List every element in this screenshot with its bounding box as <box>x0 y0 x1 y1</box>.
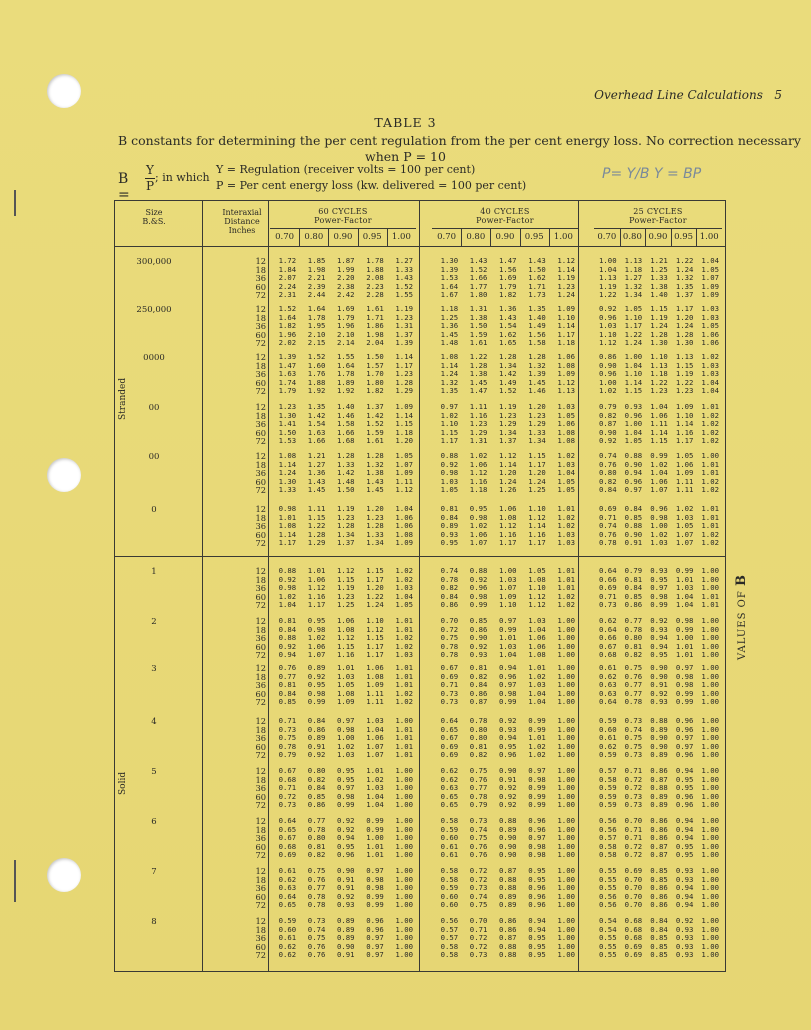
value-column: 0.96 0.96 0.97 0.97 0.96 <box>675 716 694 760</box>
value-column: 1.01 1.01 1.01 1.02 1.02 <box>395 663 413 707</box>
value-column: 0.77 0.78 0.80 0.81 0.82 <box>624 616 643 660</box>
value-column: 0.81 0.84 0.89 0.93 0.95 <box>440 504 459 548</box>
value-column: 0.74 0.78 0.82 0.84 0.86 <box>440 566 459 610</box>
value-column: 0.92 0.92 0.94 0.95 0.96 <box>337 816 355 860</box>
grid-line <box>358 228 359 246</box>
value-column: 1.21 1.27 1.36 1.43 1.45 <box>307 451 326 495</box>
value-column: 1.00 1.00 1.00 1.01 1.01 <box>701 566 719 610</box>
grid-line <box>696 228 697 246</box>
value-column: 1.22 1.24 1.32 1.35 1.37 <box>675 256 694 300</box>
value-column: 1.00 1.00 1.00 1.00 1.00 <box>557 816 575 860</box>
value-column: 1.03 1.03 1.05 1.06 1.06 <box>701 304 719 348</box>
value-column: 1.39 1.47 1.63 1.74 1.79 <box>278 352 297 396</box>
distance-values: 12 18 36 60 72 <box>255 866 266 911</box>
distance-values: 12 18 36 60 72 <box>255 766 266 811</box>
value-column: 1.17 1.20 1.24 1.28 1.30 <box>675 304 694 348</box>
distance-values: 12 18 36 60 72 <box>255 352 266 397</box>
value-column: 0.78 0.80 0.80 0.81 0.82 <box>469 716 488 760</box>
value-column: 1.01 1.02 1.02 1.03 1.03 <box>557 504 575 548</box>
value-column: 1.05 1.06 1.09 1.11 1.11 <box>675 451 694 495</box>
value-column: 0.96 0.96 0.97 0.98 0.98 <box>528 816 546 860</box>
value-column: 1.19 1.23 1.28 1.34 1.37 <box>337 504 355 548</box>
value-column: 1.35 1.42 1.54 1.63 1.66 <box>307 402 326 446</box>
value-column: 0.97 0.99 1.01 1.03 1.04 <box>499 616 517 660</box>
value-column: 1.18 1.25 1.36 1.45 1.48 <box>440 304 459 348</box>
grid-line <box>620 228 621 246</box>
value-column: 1.19 1.23 1.31 1.37 1.39 <box>395 304 413 348</box>
value-column: 0.87 0.88 0.88 0.89 0.89 <box>499 866 517 910</box>
value-column: 0.56 0.57 0.57 0.58 0.58 <box>440 916 459 960</box>
value-column: 1.37 1.42 1.52 1.59 1.61 <box>366 402 384 446</box>
value-column: 0.99 0.99 1.01 1.02 1.02 <box>528 716 546 760</box>
value-column: 1.69 1.79 1.96 2.10 2.14 <box>337 304 355 348</box>
value-column: 1.61 1.71 1.86 1.98 2.04 <box>366 304 384 348</box>
distance-values: 12 18 36 60 72 <box>255 916 266 961</box>
value-column: 0.94 0.96 0.97 0.98 0.99 <box>499 663 517 707</box>
value-column: 1.10 1.12 1.15 1.17 1.17 <box>366 616 384 660</box>
punch-hole <box>47 74 81 108</box>
value-column: 0.64 0.65 0.67 0.68 0.69 <box>278 816 297 860</box>
value-column: 1.00 1.00 1.00 1.00 1.00 <box>557 916 575 960</box>
value-column: 1.87 1.99 2.20 2.38 2.42 <box>337 256 355 300</box>
value-column: 0.69 0.71 0.74 0.76 0.78 <box>599 504 617 548</box>
value-column: 0.92 0.93 0.94 0.94 0.95 <box>650 616 668 660</box>
value-column: 1.11 1.15 1.22 1.28 1.29 <box>307 504 326 548</box>
value-column: 0.73 0.74 0.75 0.75 0.73 <box>624 716 643 760</box>
power-factor-header: 0.90 <box>333 232 353 242</box>
power-factor-header: 1.00 <box>699 232 719 242</box>
value-column: 0.95 0.98 1.02 1.06 1.07 <box>307 616 326 660</box>
value-column: 1.00 1.00 1.00 1.00 1.00 <box>557 766 575 810</box>
value-column: 1.02 1.03 1.04 1.05 1.05 <box>557 451 575 495</box>
value-column: 1.28 1.34 1.42 1.49 1.52 <box>499 352 517 396</box>
value-column: 0.94 0.94 0.94 0.95 0.95 <box>675 816 694 860</box>
running-header: Overhead Line Calculations 5 <box>594 88 782 102</box>
value-column: 1.00 1.00 1.00 1.00 1.00 <box>701 916 719 960</box>
table-caption-condition: when P = 10 <box>365 149 446 164</box>
power-factor-header: 0.90 <box>648 232 668 242</box>
value-column: 0.62 0.62 0.63 0.65 0.65 <box>440 766 459 810</box>
value-column: 0.89 0.89 0.89 0.90 0.91 <box>337 916 355 960</box>
value-column: 0.74 0.76 0.80 0.82 0.84 <box>599 451 617 495</box>
value-column: 1.06 1.08 1.12 1.16 1.17 <box>499 504 517 548</box>
value-column: 0.88 0.89 0.90 0.90 0.89 <box>650 716 668 760</box>
value-column: 0.70 0.71 0.72 0.72 0.73 <box>469 916 488 960</box>
value-column: 0.90 0.90 0.91 0.92 0.93 <box>650 663 668 707</box>
wire-size-label: 0 <box>151 505 157 515</box>
value-column: 0.59 0.60 0.61 0.62 0.59 <box>599 716 617 760</box>
distance-values: 12 18 36 60 72 <box>255 566 266 611</box>
value-column: 0.99 0.99 1.00 1.01 1.01 <box>366 816 384 860</box>
value-column: 0.77 0.78 0.80 0.81 0.82 <box>307 816 326 860</box>
power-factor-header: 0.70 <box>437 232 457 242</box>
wire-size-label: 1 <box>151 567 157 577</box>
wire-size-label: 3 <box>151 664 157 674</box>
page-number: 5 <box>774 88 782 102</box>
value-column: 1.85 1.98 2.21 2.39 2.44 <box>307 256 326 300</box>
power-factor-header: 1.00 <box>391 232 411 242</box>
value-column: 0.81 0.82 0.84 0.86 0.87 <box>469 663 488 707</box>
power-factor-header: 0.95 <box>362 232 382 242</box>
distance-values: 12 18 36 60 72 <box>255 256 266 301</box>
wire-size-label: 00 <box>148 403 160 413</box>
value-column: 0.89 0.92 0.95 0.98 0.99 <box>307 663 326 707</box>
value-column: 1.13 1.18 1.27 1.32 1.34 <box>624 256 643 300</box>
value-column: 1.03 1.04 1.06 1.07 1.07 <box>366 716 384 760</box>
wire-size-label: 7 <box>151 867 157 877</box>
value-column: 1.02 1.03 1.03 1.04 1.04 <box>701 352 719 396</box>
value-column: 0.75 0.76 0.77 0.78 0.78 <box>307 866 326 910</box>
value-column: 1.15 1.19 1.24 1.28 1.30 <box>650 304 668 348</box>
distance-values: 12 18 36 60 72 <box>255 816 266 861</box>
value-column: 0.75 0.76 0.77 0.78 0.79 <box>469 766 488 810</box>
wire-size-label: 5 <box>151 767 157 777</box>
value-column: 1.01 1.02 1.03 1.04 1.04 <box>528 663 546 707</box>
value-column: 1.31 1.38 1.50 1.59 1.61 <box>469 304 488 348</box>
value-column: 1.00 1.04 1.10 1.14 1.15 <box>624 352 643 396</box>
grid-line <box>202 200 203 972</box>
value-column: 0.98 1.01 1.08 1.14 1.17 <box>278 504 297 548</box>
grid-line <box>432 228 578 229</box>
value-column: 0.73 0.74 0.75 0.76 0.76 <box>469 816 488 860</box>
value-column: 0.97 0.98 1.00 1.02 1.03 <box>337 716 355 760</box>
value-column: 1.06 1.08 1.12 1.15 1.16 <box>337 616 355 660</box>
value-column: 0.90 0.91 0.91 0.92 0.93 <box>337 866 355 910</box>
value-column: 0.99 1.02 1.04 1.06 1.07 <box>650 451 668 495</box>
value-column: 0.94 0.94 0.95 0.95 0.95 <box>528 916 546 960</box>
grid-line <box>671 228 672 246</box>
value-column: 1.12 1.15 1.19 1.23 1.25 <box>337 566 355 610</box>
value-column: 1.08 1.14 1.24 1.32 1.35 <box>440 352 459 396</box>
value-column: 0.92 0.93 0.93 0.93 0.93 <box>675 916 694 960</box>
grid-line <box>594 228 722 229</box>
value-column: 1.02 1.06 1.12 1.16 1.18 <box>469 451 488 495</box>
value-column: 1.12 1.14 1.19 1.23 1.24 <box>557 256 575 300</box>
value-column: 0.84 0.85 0.88 0.90 0.91 <box>624 504 643 548</box>
grid-line <box>268 200 269 972</box>
value-column: 0.67 0.69 0.71 0.73 0.73 <box>440 663 459 707</box>
solid-label: Solid <box>118 771 128 795</box>
value-column: 0.72 0.72 0.73 0.74 0.75 <box>469 866 488 910</box>
margin-mark <box>14 860 16 902</box>
wire-size-label: 300,000 <box>136 257 172 267</box>
value-column: 0.98 0.99 1.00 1.01 1.01 <box>675 616 694 660</box>
value-column: 1.64 1.78 1.95 2.10 2.15 <box>307 304 326 348</box>
value-column: 1.00 1.00 1.00 1.00 1.00 <box>395 766 413 810</box>
grid-line <box>387 228 388 246</box>
value-column: 0.55 0.55 0.55 0.56 0.56 <box>599 866 617 910</box>
value-column: 1.09 1.14 1.15 1.18 1.20 <box>395 402 413 446</box>
power-factor-header: 0.80 <box>304 232 324 242</box>
value-column: 1.05 1.10 1.17 1.22 1.24 <box>624 304 643 348</box>
power-factor-header: 1.00 <box>553 232 573 242</box>
value-column: 1.00 1.00 1.00 1.00 1.00 <box>701 816 719 860</box>
value-column: 0.79 0.81 0.84 0.85 0.86 <box>624 566 643 610</box>
value-column: 1.03 1.04 1.06 1.06 1.08 <box>528 616 546 660</box>
grid-line <box>549 228 550 246</box>
value-column: 0.56 0.56 0.57 0.58 0.58 <box>599 816 617 860</box>
value-column: 0.58 0.58 0.59 0.60 0.60 <box>440 866 459 910</box>
value-column: 1.27 1.33 1.43 1.52 1.55 <box>395 256 413 300</box>
value-column: 1.43 1.52 1.66 1.77 1.80 <box>469 256 488 300</box>
grid-line <box>270 228 416 229</box>
grid-line <box>461 228 462 246</box>
size-header: Size B.&S. <box>142 208 166 226</box>
value-column: 1.03 1.05 1.06 1.08 1.08 <box>557 402 575 446</box>
value-column: 1.00 1.00 1.00 1.00 1.00 <box>395 916 413 960</box>
value-column: 0.71 0.73 0.75 0.78 0.79 <box>278 716 297 760</box>
value-column: 1.15 1.17 1.20 1.24 1.25 <box>528 451 546 495</box>
value-column: 1.23 1.30 1.41 1.50 1.53 <box>278 402 297 446</box>
grid-line <box>490 228 491 246</box>
value-column: 0.68 0.68 0.68 0.69 0.69 <box>624 916 643 960</box>
wire-size-label: 6 <box>151 817 157 827</box>
value-column: 1.00 1.00 1.00 1.00 1.00 <box>701 663 719 707</box>
value-column: 0.64 0.66 0.69 0.71 0.73 <box>599 566 617 610</box>
value-column: 0.67 0.68 0.71 0.72 0.73 <box>278 766 297 810</box>
power-factor-header: 0.95 <box>524 232 544 242</box>
value-column: 1.00 1.00 1.00 1.00 1.00 <box>701 866 719 910</box>
value-column: 1.20 1.23 1.29 1.33 1.34 <box>528 402 546 446</box>
value-column: 0.58 0.59 0.60 0.61 0.61 <box>440 816 459 860</box>
power-factor-header: 0.80 <box>622 232 642 242</box>
value-column: 0.88 0.92 0.98 1.03 1.05 <box>440 451 459 495</box>
value-column: 0.90 0.91 0.92 0.92 0.92 <box>499 766 517 810</box>
value-column: 1.36 1.43 1.54 1.62 1.65 <box>499 304 517 348</box>
grid-line <box>114 556 726 557</box>
value-column: 1.13 1.15 1.19 1.22 1.23 <box>675 352 694 396</box>
handwritten-note: P= Y/B Y = BP <box>602 166 702 182</box>
value-column: 1.10 1.13 1.18 1.22 1.23 <box>650 352 668 396</box>
value-column: 0.97 1.02 1.10 1.15 1.17 <box>440 402 459 446</box>
value-column: 1.19 1.23 1.29 1.34 1.37 <box>499 402 517 446</box>
value-column: 0.86 0.87 0.88 0.89 0.89 <box>650 766 668 810</box>
value-column: 1.02 1.02 1.03 1.04 1.05 <box>395 566 413 610</box>
value-column: 1.06 1.08 1.09 1.12 1.13 <box>557 352 575 396</box>
value-column: 1.01 1.01 1.01 1.02 1.02 <box>557 566 575 610</box>
value-column: 0.97 0.98 0.98 0.99 0.99 <box>366 866 384 910</box>
value-column: 1.00 1.01 1.01 1.02 1.02 <box>701 451 719 495</box>
value-column: 0.84 0.84 0.85 0.85 0.85 <box>650 916 668 960</box>
wire-size-label: 250,000 <box>136 305 172 315</box>
formula-denominator: P <box>146 179 155 193</box>
value-column: 1.09 1.10 1.14 1.17 1.18 <box>557 304 575 348</box>
value-column: 1.01 1.06 1.12 1.16 1.17 <box>307 566 326 610</box>
value-column: 0.85 0.86 0.90 0.92 0.93 <box>469 616 488 660</box>
table-title: TABLE 3 <box>374 115 437 130</box>
cycles-group-header: 25 CYCLES Power-Factor <box>629 207 687 225</box>
value-column: 1.00 1.04 1.13 1.19 1.22 <box>599 256 617 300</box>
power-factor-header: 0.70 <box>275 232 295 242</box>
value-column: 1.55 1.64 1.78 1.89 1.92 <box>337 352 355 396</box>
value-column: 0.64 0.65 0.67 0.69 0.69 <box>440 716 459 760</box>
grid-line <box>114 246 726 247</box>
formula-numerator: Y <box>146 163 154 177</box>
value-column: 0.84 0.86 0.89 0.91 0.92 <box>307 716 326 760</box>
value-column: 0.92 0.96 1.03 1.10 1.12 <box>599 304 617 348</box>
value-column: 1.04 1.06 1.11 1.14 1.15 <box>650 402 668 446</box>
distance-values: 12 18 36 60 72 <box>255 616 266 661</box>
value-column: 1.02 1.03 1.05 1.07 1.07 <box>675 504 694 548</box>
value-column: 0.59 0.60 0.61 0.62 0.62 <box>278 916 297 960</box>
value-column: 1.08 1.14 1.24 1.30 1.33 <box>278 451 297 495</box>
power-factor-header: 0.70 <box>597 232 617 242</box>
value-column: 0.62 0.64 0.66 0.67 0.68 <box>599 616 617 660</box>
value-column: 1.09 1.10 1.14 1.16 1.17 <box>675 402 694 446</box>
punch-hole <box>47 458 81 492</box>
value-column: 1.12 1.14 1.20 1.24 1.26 <box>499 451 517 495</box>
wire-size-label: 8 <box>151 917 157 927</box>
value-column: 1.01 1.03 1.05 1.08 1.09 <box>337 663 355 707</box>
value-column: 0.85 0.85 0.86 0.86 0.86 <box>650 866 668 910</box>
table-caption: B constants for determining the per cent regulation from the per cent energy loss. No correction necessary <box>118 133 801 148</box>
distance-values: 12 18 36 60 72 <box>255 402 266 447</box>
value-column: 1.78 1.88 2.08 2.23 2.28 <box>366 256 384 300</box>
value-column: 1.40 1.46 1.58 1.66 1.68 <box>337 402 355 446</box>
value-column: 0.93 0.96 1.00 1.04 1.05 <box>624 402 643 446</box>
value-column: 0.54 0.54 0.55 0.55 0.55 <box>599 916 617 960</box>
value-column: 0.86 0.86 0.86 0.87 0.87 <box>650 816 668 860</box>
value-column: 1.04 1.05 1.07 1.09 1.09 <box>701 256 719 300</box>
value-column: 1.00 1.00 1.00 1.00 1.00 <box>395 816 413 860</box>
grid-line <box>578 200 579 972</box>
grid-line <box>299 228 300 246</box>
distance-values: 12 18 36 60 72 <box>255 663 266 708</box>
distance-values: 12 18 36 60 72 <box>255 304 266 349</box>
value-column: 1.11 1.16 1.23 1.29 1.31 <box>469 402 488 446</box>
formula-lhs: B = <box>118 171 130 203</box>
distance-values: 12 18 36 60 72 <box>255 504 266 549</box>
value-column: 0.80 0.82 0.84 0.85 0.86 <box>307 766 326 810</box>
value-column: 1.00 1.00 1.00 1.00 1.00 <box>557 716 575 760</box>
value-column: 0.61 0.62 0.63 0.64 0.65 <box>278 866 297 910</box>
value-column: 1.00 1.00 1.00 1.00 1.00 <box>701 616 719 660</box>
power-factor-header: 0.80 <box>466 232 486 242</box>
value-column: 0.88 0.90 0.94 0.96 0.97 <box>624 451 643 495</box>
value-column: 1.00 1.03 1.07 1.09 1.10 <box>499 566 517 610</box>
value-column: 0.96 0.96 0.97 0.97 0.97 <box>366 916 384 960</box>
value-column: 1.00 1.00 1.00 1.00 1.00 <box>557 663 575 707</box>
value-column: 0.92 0.93 0.94 0.95 0.96 <box>499 716 517 760</box>
value-column: 1.28 1.33 1.42 1.48 1.50 <box>337 451 355 495</box>
value-column: 1.01 1.01 1.01 1.02 1.02 <box>701 504 719 548</box>
value-column: 0.76 0.77 0.81 0.84 0.85 <box>278 663 297 707</box>
stranded-label: Stranded <box>118 377 128 420</box>
value-column: 0.97 0.98 0.98 0.99 0.99 <box>675 663 694 707</box>
value-column: 1.00 1.00 1.00 1.00 1.00 <box>395 866 413 910</box>
wire-size-label: 00 <box>148 452 160 462</box>
value-column: 0.95 0.95 0.97 0.98 0.99 <box>337 766 355 810</box>
value-column: 1.28 1.32 1.39 1.45 1.46 <box>528 352 546 396</box>
grid-line <box>328 228 329 246</box>
value-column: 0.95 0.98 1.02 1.06 1.07 <box>469 504 488 548</box>
value-column: 0.99 1.01 1.03 1.04 1.04 <box>675 566 694 610</box>
value-column: 0.88 0.89 0.90 0.90 0.90 <box>499 816 517 860</box>
value-column: 0.71 0.72 0.72 0.73 0.73 <box>624 766 643 810</box>
value-column: 1.01 1.02 1.03 1.04 1.04 <box>366 766 384 810</box>
distance-header: Interaxial Distance Inches <box>222 208 262 235</box>
value-column: 1.52 1.60 1.76 1.88 1.92 <box>307 352 326 396</box>
value-column: 0.93 0.93 0.94 0.94 0.94 <box>675 866 694 910</box>
value-column: 1.21 1.25 1.33 1.38 1.40 <box>650 256 668 300</box>
value-column: 0.93 0.95 0.97 0.98 0.99 <box>650 566 668 610</box>
value-column: 1.14 1.17 1.23 1.28 1.29 <box>395 352 413 396</box>
power-factor-header: 0.90 <box>495 232 515 242</box>
value-column: 0.96 0.98 1.00 1.02 1.03 <box>650 504 668 548</box>
formula-y-definition: Y = Regulation (receiver volts = 100 per cent) <box>216 163 476 176</box>
value-column: 0.95 0.95 0.96 0.96 0.96 <box>528 866 546 910</box>
value-column: 1.20 1.23 1.28 1.33 1.34 <box>366 504 384 548</box>
value-column: 1.47 1.56 1.69 1.79 1.82 <box>499 256 517 300</box>
value-column: 0.88 0.92 0.98 1.02 1.04 <box>278 566 297 610</box>
value-column: 0.70 0.72 0.75 0.78 0.78 <box>440 616 459 660</box>
grid-line <box>645 228 646 246</box>
wire-size-label: 4 <box>151 717 157 727</box>
value-column: 0.70 0.71 0.71 0.72 0.72 <box>624 816 643 860</box>
margin-mark <box>14 190 16 216</box>
value-column: 1.15 1.17 1.20 1.22 1.24 <box>366 566 384 610</box>
value-column: 1.00 1.00 1.00 1.00 1.00 <box>701 766 719 810</box>
value-column: 1.35 1.40 1.49 1.56 1.58 <box>528 304 546 348</box>
value-column: 0.75 0.76 0.77 0.77 0.78 <box>624 663 643 707</box>
punch-hole <box>47 858 81 892</box>
distance-values: 12 18 36 60 72 <box>255 451 266 496</box>
grid-line <box>419 200 420 972</box>
value-column: 1.05 1.08 1.10 1.12 1.12 <box>528 566 546 610</box>
value-column: 1.01 1.01 1.02 1.02 1.03 <box>395 616 413 660</box>
value-column: 1.06 1.08 1.09 1.11 1.11 <box>366 663 384 707</box>
values-of-b-label: VALUES OF B <box>734 574 749 660</box>
grid-line <box>520 228 521 246</box>
power-factor-header: 0.95 <box>674 232 694 242</box>
value-column: 0.86 0.86 0.87 0.88 0.88 <box>499 916 517 960</box>
value-column: 1.01 1.02 1.02 1.02 1.02 <box>701 402 719 446</box>
value-column: 0.88 0.92 0.96 0.98 0.99 <box>469 566 488 610</box>
value-column: 1.22 1.28 1.38 1.45 1.47 <box>469 352 488 396</box>
value-column: 1.43 1.50 1.62 1.71 1.73 <box>528 256 546 300</box>
value-column: 0.73 0.74 0.75 0.76 0.76 <box>307 916 326 960</box>
value-column: 0.79 0.82 0.87 0.90 0.92 <box>599 402 617 446</box>
value-column: 1.05 1.07 1.09 1.11 1.12 <box>395 451 413 495</box>
cycles-group-header: 60 CYCLES Power-Factor <box>314 207 372 225</box>
cycles-group-header: 40 CYCLES Power-Factor <box>476 207 534 225</box>
value-column: 1.52 1.64 1.82 1.96 2.02 <box>278 304 297 348</box>
value-column: 1.00 1.00 1.00 1.00 1.00 <box>557 616 575 660</box>
value-column: 1.00 1.00 1.00 1.00 1.00 <box>701 716 719 760</box>
value-column: 1.10 1.12 1.14 1.16 1.17 <box>528 504 546 548</box>
value-column: 0.69 0.70 0.70 0.70 0.70 <box>624 866 643 910</box>
value-column: 1.50 1.57 1.70 1.80 1.82 <box>366 352 384 396</box>
wire-size-label: 2 <box>151 617 157 627</box>
value-column: 0.97 0.98 0.99 0.99 0.99 <box>528 766 546 810</box>
value-column: 1.00 1.00 1.00 1.00 1.00 <box>557 866 575 910</box>
value-column: 1.30 1.39 1.53 1.64 1.67 <box>440 256 459 300</box>
value-column: 0.81 0.84 0.88 0.92 0.94 <box>278 616 297 660</box>
value-column: 0.61 0.62 0.63 0.63 0.64 <box>599 663 617 707</box>
formula-in-which: ; in which <box>155 171 210 184</box>
value-column: 0.57 0.58 0.59 0.59 0.59 <box>599 766 617 810</box>
distance-values: 12 18 36 60 72 <box>255 716 266 761</box>
value-column: 1.00 1.01 1.01 1.01 1.01 <box>395 716 413 760</box>
value-column: 0.94 0.95 0.95 0.96 0.96 <box>675 766 694 810</box>
value-column: 1.72 1.84 2.07 2.24 2.31 <box>278 256 297 300</box>
value-column: 1.28 1.32 1.38 1.43 1.45 <box>366 451 384 495</box>
wire-size-label: 0000 <box>143 353 165 363</box>
value-column: 1.04 1.06 1.06 1.08 1.09 <box>395 504 413 548</box>
formula-p-definition: P = Per cent energy loss (kw. delivered = 100 per cent) <box>216 179 527 192</box>
value-column: 0.86 0.90 0.96 1.00 1.02 <box>599 352 617 396</box>
